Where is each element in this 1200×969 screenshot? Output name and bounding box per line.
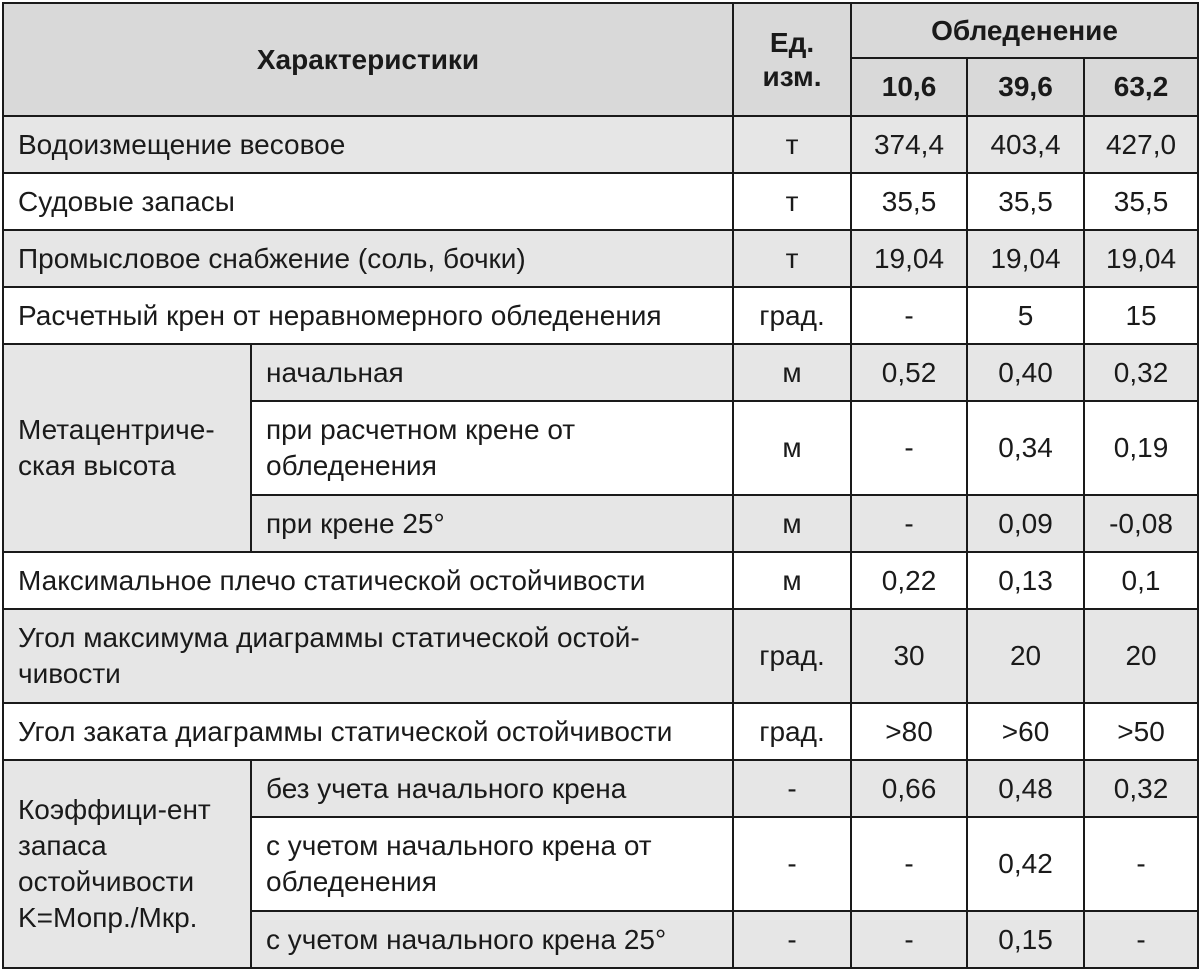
header-icing: Обледенение bbox=[851, 3, 1198, 58]
row-unit: т bbox=[733, 230, 851, 287]
header-col-1: 10,6 bbox=[851, 58, 967, 116]
row-sublabel: при крене 25° bbox=[251, 495, 733, 552]
header-col-3: 63,2 bbox=[1084, 58, 1198, 116]
row-unit: град. bbox=[733, 703, 851, 760]
row-label: Расчетный крен от неравномерного обледенения bbox=[3, 287, 733, 344]
row-sublabel: начальная bbox=[251, 344, 733, 401]
row-value: - bbox=[851, 401, 967, 495]
row-unit: град. bbox=[733, 609, 851, 703]
row-value: 0,15 bbox=[967, 911, 1084, 968]
row-unit: град. bbox=[733, 287, 851, 344]
row-value: 0,48 bbox=[967, 760, 1084, 817]
row-value: 0,42 bbox=[967, 817, 1084, 911]
row-unit: м bbox=[733, 552, 851, 609]
table-row bbox=[3, 173, 1198, 230]
row-value: 0,32 bbox=[1084, 760, 1198, 817]
table-row bbox=[3, 116, 1198, 173]
row-value: 0,32 bbox=[1084, 344, 1198, 401]
row-value: 19,04 bbox=[1084, 230, 1198, 287]
row-value: >60 bbox=[967, 703, 1084, 760]
row-value: - bbox=[851, 817, 967, 911]
row-value: 0,66 bbox=[851, 760, 967, 817]
row-value: 20 bbox=[1084, 609, 1198, 703]
row-value: 0,40 bbox=[967, 344, 1084, 401]
table-row bbox=[3, 287, 1198, 344]
row-value: 0,1 bbox=[1084, 552, 1198, 609]
row-value: 0,19 bbox=[1084, 401, 1198, 495]
row-unit: м bbox=[733, 401, 851, 495]
row-unit: м bbox=[733, 344, 851, 401]
table-row bbox=[3, 760, 1198, 817]
row-value: - bbox=[1084, 817, 1198, 911]
table-row bbox=[3, 230, 1198, 287]
row-unit: т bbox=[733, 173, 851, 230]
row-value: 403,4 bbox=[967, 116, 1084, 173]
row-value: 0,22 bbox=[851, 552, 967, 609]
row-value: 0,09 bbox=[967, 495, 1084, 552]
header-col-2: 39,6 bbox=[967, 58, 1084, 116]
table-row bbox=[3, 344, 1198, 401]
row-value: 20 bbox=[967, 609, 1084, 703]
row-sublabel: при расчетном крене от обледенения bbox=[251, 401, 733, 495]
row-value: >50 bbox=[1084, 703, 1198, 760]
header-characteristics: Характеристики bbox=[3, 3, 733, 116]
table-row bbox=[3, 703, 1198, 760]
row-unit: - bbox=[733, 911, 851, 968]
header-unit bbox=[733, 3, 851, 116]
row-value: 19,04 bbox=[851, 230, 967, 287]
metacentric-group-label: Метацентриче-ская высота bbox=[3, 344, 251, 552]
row-label: Водоизмещение весовое bbox=[3, 116, 733, 173]
row-value: - bbox=[851, 287, 967, 344]
row-sublabel: без учета начального крена bbox=[251, 760, 733, 817]
row-unit: - bbox=[733, 760, 851, 817]
row-value: - bbox=[1084, 911, 1198, 968]
row-value: 35,5 bbox=[967, 173, 1084, 230]
stability-coefficient-group-label: Коэффици-ент запаса остойчивости K=Мопр./Мкр. bbox=[3, 760, 251, 968]
row-sublabel: с учетом начального крена 25° bbox=[251, 911, 733, 968]
row-value: 35,5 bbox=[851, 173, 967, 230]
row-sublabel: с учетом начального крена от обледенения bbox=[251, 817, 733, 911]
row-value: 19,04 bbox=[967, 230, 1084, 287]
stability-table bbox=[2, 2, 1199, 969]
row-value: 374,4 bbox=[851, 116, 967, 173]
row-value: >80 bbox=[851, 703, 967, 760]
table-row bbox=[3, 552, 1198, 609]
row-label: Судовые запасы bbox=[3, 173, 733, 230]
row-value: 0,52 bbox=[851, 344, 967, 401]
row-value: 0,13 bbox=[967, 552, 1084, 609]
row-unit: - bbox=[733, 817, 851, 911]
row-value: - bbox=[851, 911, 967, 968]
row-label: Максимальное плечо статической остойчивости bbox=[3, 552, 733, 609]
row-value: 30 bbox=[851, 609, 967, 703]
row-value: 15 bbox=[1084, 287, 1198, 344]
row-unit: м bbox=[733, 495, 851, 552]
row-value: -0,08 bbox=[1084, 495, 1198, 552]
row-value: 0,34 bbox=[967, 401, 1084, 495]
row-value: 5 bbox=[967, 287, 1084, 344]
row-value: 427,0 bbox=[1084, 116, 1198, 173]
row-label: Угол заката диаграммы статической остойчивости bbox=[3, 703, 733, 760]
header-unit-text: Ед. изм. bbox=[762, 26, 822, 92]
row-unit: т bbox=[733, 116, 851, 173]
row-label: Угол максимума диаграммы статической остой-чивости bbox=[3, 609, 733, 703]
row-label: Промысловое снабжение (соль, бочки) bbox=[3, 230, 733, 287]
table-row bbox=[3, 609, 1198, 703]
row-value: - bbox=[851, 495, 967, 552]
row-value: 35,5 bbox=[1084, 173, 1198, 230]
